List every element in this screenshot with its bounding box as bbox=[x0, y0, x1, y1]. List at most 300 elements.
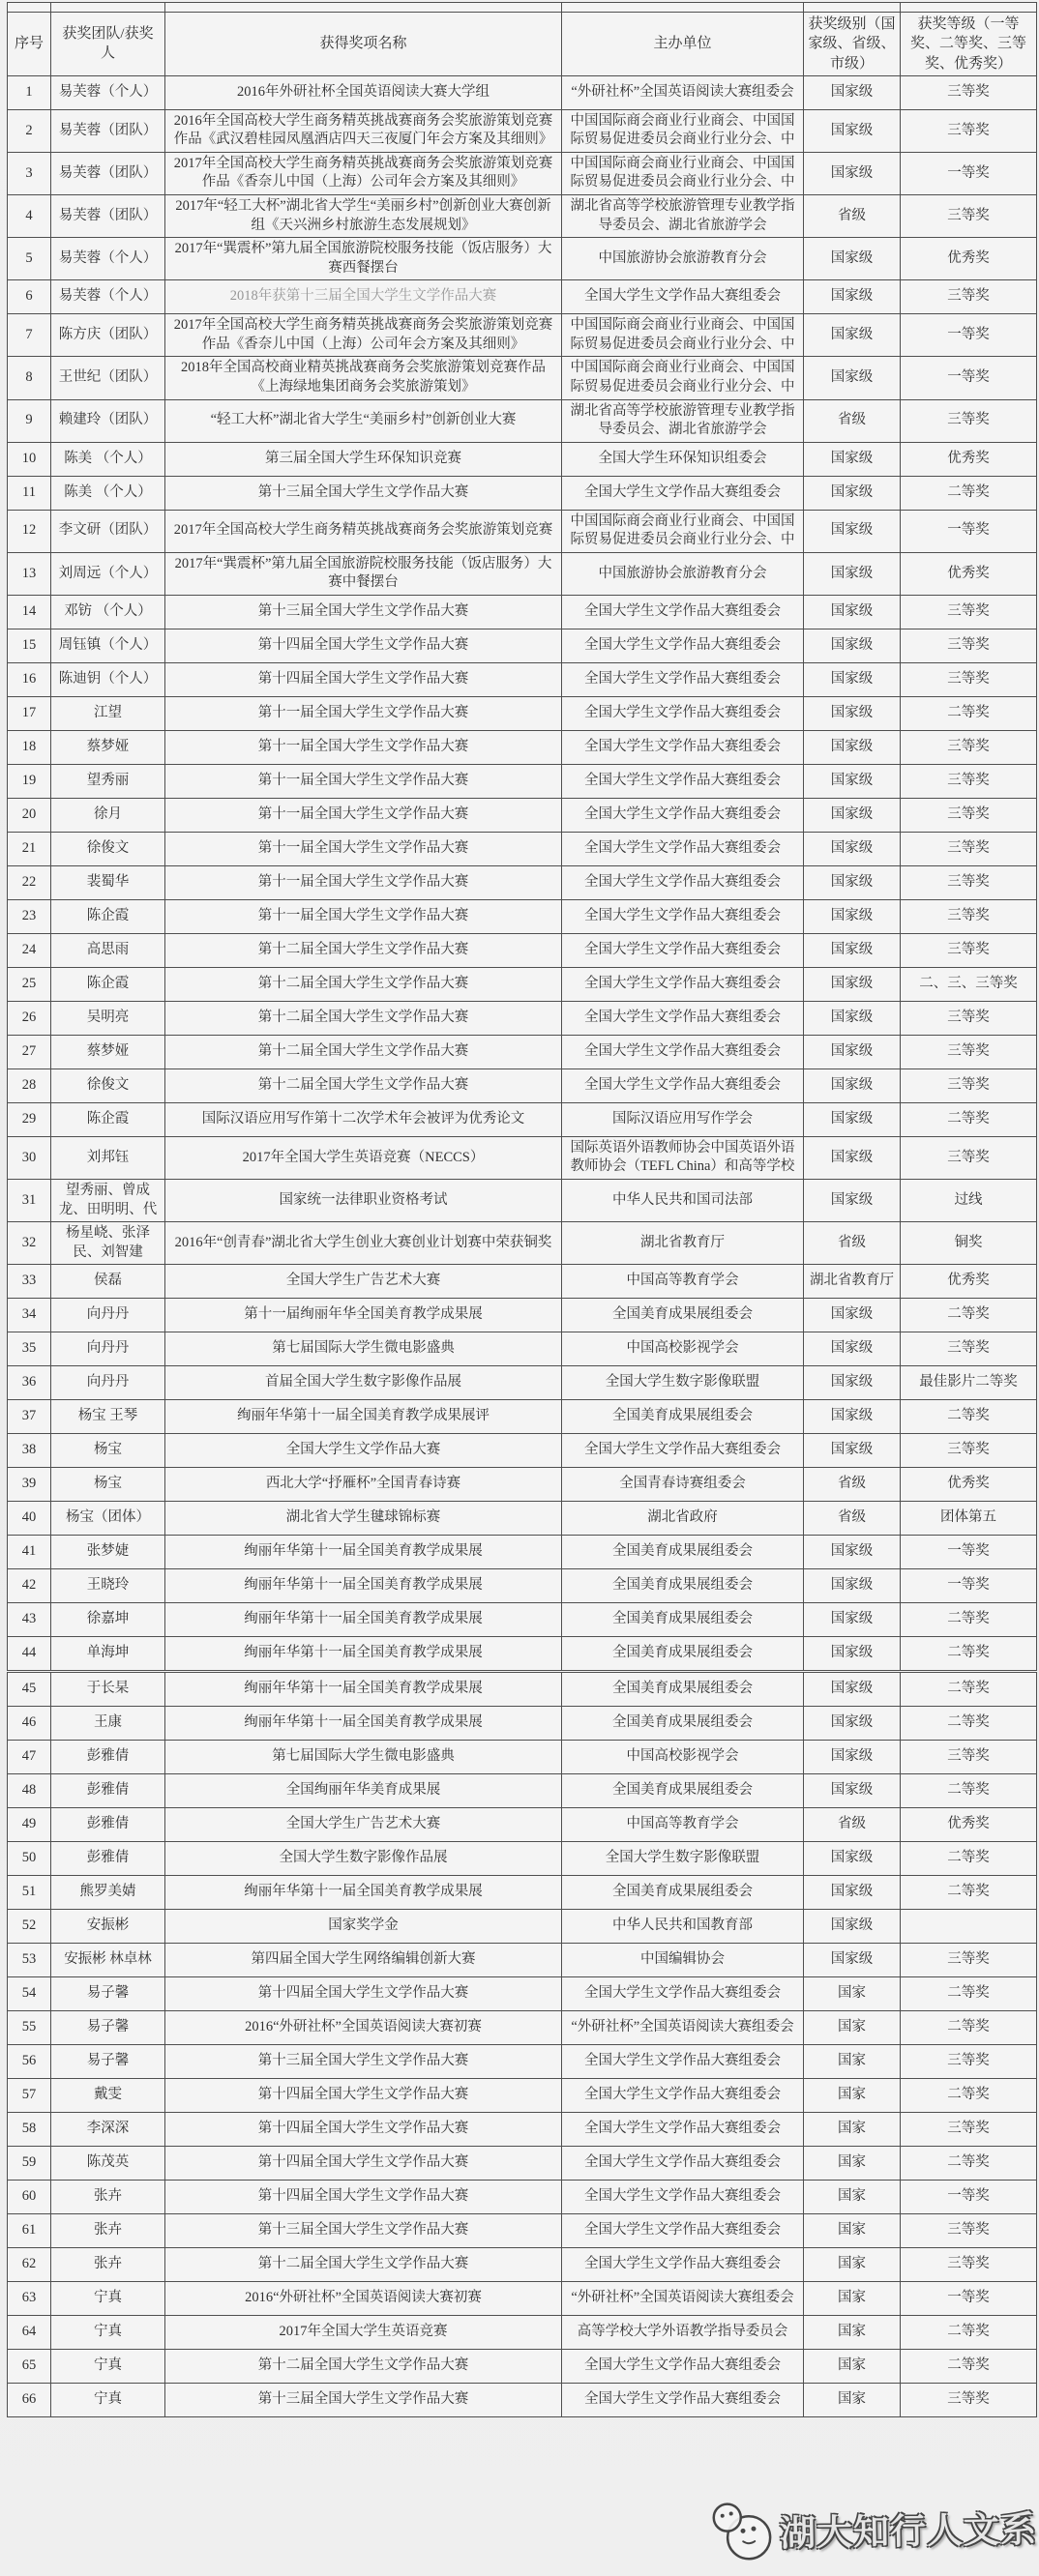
cell-award: 全国大学生广告艺术大赛 bbox=[165, 1808, 562, 1842]
cell-no: 56 bbox=[8, 2045, 51, 2079]
cell-grade: 二等奖 bbox=[901, 1102, 1037, 1136]
cell-org: 全国美育成果展组委会 bbox=[562, 1707, 804, 1741]
cell-level: 国家 bbox=[804, 1977, 901, 2011]
watermark bbox=[705, 2496, 1037, 2561]
table-row bbox=[8, 314, 1037, 357]
cell-winner: 戴雯 bbox=[51, 2079, 165, 2113]
cell-winner: 陈茂英 bbox=[51, 2147, 165, 2181]
cell-org: 国际汉语应用写作学会 bbox=[562, 1102, 804, 1136]
cell-no: 38 bbox=[8, 1434, 51, 1468]
cell-grade: 三等奖 bbox=[901, 1332, 1037, 1366]
cell-grade: 一等奖 bbox=[901, 314, 1037, 357]
cell-org: “外研社杯”全国英语阅读大赛组委会 bbox=[562, 2282, 804, 2316]
header-col-org: 主办单位 bbox=[562, 13, 804, 76]
cell-level: 国家 bbox=[804, 2384, 901, 2417]
cell-winner: 蔡梦娅 bbox=[51, 1035, 165, 1068]
cell-level: 国家 bbox=[804, 2214, 901, 2248]
cell-org: 全国美育成果展组委会 bbox=[562, 1876, 804, 1910]
cell-level: 国家级 bbox=[804, 1910, 901, 1944]
cell-no: 7 bbox=[8, 314, 51, 357]
cell-winner: 张卉 bbox=[51, 2214, 165, 2248]
cell-award: 第十一届全国大学生文学作品大赛 bbox=[165, 764, 562, 798]
cell-winner: 易芙蓉（团队） bbox=[51, 152, 165, 194]
cell-winner: 望秀丽 bbox=[51, 764, 165, 798]
cell-winner: 彭雅倩 bbox=[51, 1741, 165, 1774]
cell-grade: 优秀奖 bbox=[901, 1265, 1037, 1299]
spacer-cell bbox=[8, 3, 51, 13]
table-row bbox=[8, 2214, 1037, 2248]
cell-winner: 王晓玲 bbox=[51, 1569, 165, 1603]
cell-grade: 三等奖 bbox=[901, 399, 1037, 442]
cell-winner: 江望 bbox=[51, 696, 165, 730]
cell-winner: 易子馨 bbox=[51, 1977, 165, 2011]
table-row bbox=[8, 1977, 1037, 2011]
cell-level: 省级 bbox=[804, 1222, 901, 1265]
cell-level: 国家级 bbox=[804, 595, 901, 629]
cell-award: 2018年全国高校商业精英挑战赛商务会奖旅游策划竞赛作品《上海绿地集团商务会奖旅游策划》 bbox=[165, 357, 562, 399]
cell-org: 全国大学生环保知识组委会 bbox=[562, 442, 804, 476]
cell-winner: 向丹丹 bbox=[51, 1332, 165, 1366]
cell-winner: 向丹丹 bbox=[51, 1299, 165, 1332]
cell-no: 16 bbox=[8, 662, 51, 696]
cell-award: 第十四届全国大学生文学作品大赛 bbox=[165, 662, 562, 696]
table-row bbox=[8, 1502, 1037, 1536]
cell-winner: 杨星峣、张泽民、刘智建 bbox=[51, 1222, 165, 1265]
table-row bbox=[8, 1741, 1037, 1774]
cell-winner: 向丹丹 bbox=[51, 1366, 165, 1400]
cell-award: 2017年“巽震杯”第九届全国旅游院校服务技能（饭店服务）大赛中餐摆台 bbox=[165, 552, 562, 595]
table-row bbox=[8, 1035, 1037, 1068]
table-row bbox=[8, 1569, 1037, 1603]
cell-level: 国家级 bbox=[804, 238, 901, 280]
table-row bbox=[8, 865, 1037, 899]
cell-award: 2016年“创青春”湖北省大学生创业大赛创业计划赛中荣获铜奖 bbox=[165, 1222, 562, 1265]
cell-winner: 王康 bbox=[51, 1707, 165, 1741]
cell-no: 1 bbox=[8, 75, 51, 109]
cell-award: 第七届国际大学生微电影盛典 bbox=[165, 1741, 562, 1774]
table-row bbox=[8, 1468, 1037, 1502]
cell-no: 12 bbox=[8, 510, 51, 552]
cell-no: 6 bbox=[8, 280, 51, 314]
table-row bbox=[8, 1068, 1037, 1102]
cell-org: 中国编辑协会 bbox=[562, 1944, 804, 1977]
cell-level: 省级 bbox=[804, 1468, 901, 1502]
cell-grade: 二等奖 bbox=[901, 1637, 1037, 1672]
cell-winner: 陈企霞 bbox=[51, 899, 165, 933]
cell-no: 63 bbox=[8, 2282, 51, 2316]
cell-org: 中国国际商会商业行业商会、中国国际贸易促进委员会商业行业分会、中 bbox=[562, 510, 804, 552]
cell-winner: 易芙蓉（团队） bbox=[51, 109, 165, 152]
cell-award: 第十二届全国大学生文学作品大赛 bbox=[165, 1035, 562, 1068]
cell-grade bbox=[901, 1910, 1037, 1944]
cell-award: 国际汉语应用写作第十二次学术年会被评为优秀论文 bbox=[165, 1102, 562, 1136]
table-row bbox=[8, 798, 1037, 832]
cell-grade: 二等奖 bbox=[901, 1876, 1037, 1910]
cell-winner: 张梦婕 bbox=[51, 1536, 165, 1569]
cell-award: 第四届全国大学生网络编辑创新大赛 bbox=[165, 1944, 562, 1977]
spacer-cell bbox=[804, 3, 901, 13]
cell-grade: 二等奖 bbox=[901, 1672, 1037, 1707]
cell-winner: 彭雅倩 bbox=[51, 1808, 165, 1842]
table-row bbox=[8, 1366, 1037, 1400]
table-row bbox=[8, 2113, 1037, 2147]
cell-winner: 徐俊文 bbox=[51, 1068, 165, 1102]
cell-level: 国家级 bbox=[804, 730, 901, 764]
cell-no: 31 bbox=[8, 1180, 51, 1222]
cell-org: 中国高等教育学会 bbox=[562, 1808, 804, 1842]
cell-org: 中国旅游协会旅游教育分会 bbox=[562, 552, 804, 595]
table-row bbox=[8, 510, 1037, 552]
cell-level: 国家级 bbox=[804, 1332, 901, 1366]
cell-winner: 邓钫 （个人） bbox=[51, 595, 165, 629]
cell-no: 14 bbox=[8, 595, 51, 629]
cell-no: 5 bbox=[8, 238, 51, 280]
cell-award: 国家统一法律职业资格考试 bbox=[165, 1180, 562, 1222]
cell-grade: 三等奖 bbox=[901, 764, 1037, 798]
cell-winner: 易芙蓉（团队） bbox=[51, 195, 165, 238]
spacer-cell bbox=[901, 3, 1037, 13]
cell-grade: 二等奖 bbox=[901, 2147, 1037, 2181]
cell-grade: 三等奖 bbox=[901, 1001, 1037, 1035]
cell-level: 国家级 bbox=[804, 357, 901, 399]
cell-award: 绚丽年华第十一届全国美育教学成果展 bbox=[165, 1637, 562, 1672]
header-col-grade: 获奖等级（一等奖、二等奖、三等奖、优秀奖） bbox=[901, 13, 1037, 76]
cell-grade: 三等奖 bbox=[901, 1035, 1037, 1068]
cell-org: 全国大学生文学作品大赛组委会 bbox=[562, 1001, 804, 1035]
cell-level: 国家级 bbox=[804, 1068, 901, 1102]
cell-award: 第十一届全国大学生文学作品大赛 bbox=[165, 832, 562, 865]
cell-org: 全国大学生文学作品大赛组委会 bbox=[562, 1035, 804, 1068]
cell-level: 国家级 bbox=[804, 1842, 901, 1876]
cell-org: 全国大学生文学作品大赛组委会 bbox=[562, 2045, 804, 2079]
table-row bbox=[8, 696, 1037, 730]
cell-level: 国家级 bbox=[804, 1944, 901, 1977]
cell-winner: 李深深 bbox=[51, 2113, 165, 2147]
table-row bbox=[8, 1001, 1037, 1035]
cell-org: 全国美育成果展组委会 bbox=[562, 1637, 804, 1672]
cell-org: 湖北省高等学校旅游管理专业教学指导委员会、湖北省旅游学会 bbox=[562, 399, 804, 442]
table-row bbox=[8, 1180, 1037, 1222]
cell-award: 第十四届全国大学生文学作品大赛 bbox=[165, 2181, 562, 2214]
cell-level: 国家级 bbox=[804, 696, 901, 730]
cell-winner: 徐嘉坤 bbox=[51, 1603, 165, 1637]
spacer-cell bbox=[51, 3, 165, 13]
cell-grade: 一等奖 bbox=[901, 1569, 1037, 1603]
cell-grade: 铜奖 bbox=[901, 1222, 1037, 1265]
cell-winner: 刘周远（个人） bbox=[51, 552, 165, 595]
cell-award: 首届全国大学生数字影像作品展 bbox=[165, 1366, 562, 1400]
cell-grade: 二等奖 bbox=[901, 2079, 1037, 2113]
table-row bbox=[8, 2316, 1037, 2350]
table-row bbox=[8, 195, 1037, 238]
cell-award: 第十一届全国大学生文学作品大赛 bbox=[165, 696, 562, 730]
cell-grade: 一等奖 bbox=[901, 2282, 1037, 2316]
cell-award: 第十四届全国大学生文学作品大赛 bbox=[165, 1977, 562, 2011]
cell-org: 中国高校影视学会 bbox=[562, 1332, 804, 1366]
cell-grade: 三等奖 bbox=[901, 1944, 1037, 1977]
cell-winner: 易芙蓉（个人） bbox=[51, 280, 165, 314]
cell-level: 省级 bbox=[804, 1502, 901, 1536]
cell-level: 国家级 bbox=[804, 1707, 901, 1741]
cell-org: 全国大学生文学作品大赛组委会 bbox=[562, 2248, 804, 2282]
face-circles-logo-icon bbox=[705, 2501, 778, 2561]
cell-level: 国家级 bbox=[804, 1603, 901, 1637]
cell-level: 国家级 bbox=[804, 552, 901, 595]
cell-org: 中国国际商会商业行业商会、中国国际贸易促进委员会商业行业分会、中 bbox=[562, 314, 804, 357]
award-table bbox=[7, 2, 1037, 2417]
cell-org: 全国大学生文学作品大赛组委会 bbox=[562, 2384, 804, 2417]
cell-no: 37 bbox=[8, 1400, 51, 1434]
cell-winner: 陈方庆（团队） bbox=[51, 314, 165, 357]
cell-org: 全国大学生文学作品大赛组委会 bbox=[562, 662, 804, 696]
cell-level: 国家 bbox=[804, 2248, 901, 2282]
cell-org: 中华人民共和国教育部 bbox=[562, 1910, 804, 1944]
table-row bbox=[8, 629, 1037, 662]
table-row bbox=[8, 399, 1037, 442]
header-col-winner: 获奖团队/获奖人 bbox=[51, 13, 165, 76]
cell-org: 全国大学生文学作品大赛组委会 bbox=[562, 629, 804, 662]
cell-winner: 易子馨 bbox=[51, 2045, 165, 2079]
cell-grade: 三等奖 bbox=[901, 280, 1037, 314]
cell-no: 18 bbox=[8, 730, 51, 764]
table-row bbox=[8, 1876, 1037, 1910]
cell-winner: 陈企霞 bbox=[51, 1102, 165, 1136]
cell-winner: 王世纪（团队） bbox=[51, 357, 165, 399]
cell-level: 国家级 bbox=[804, 1876, 901, 1910]
cell-no: 42 bbox=[8, 1569, 51, 1603]
cell-no: 60 bbox=[8, 2181, 51, 2214]
cell-award: 第十三届全国大学生文学作品大赛 bbox=[165, 595, 562, 629]
table-row bbox=[8, 1944, 1037, 1977]
cell-award: 第十四届全国大学生文学作品大赛 bbox=[165, 2079, 562, 2113]
cell-no: 11 bbox=[8, 476, 51, 510]
cell-award: 第十一届绚丽年华全国美育教学成果展 bbox=[165, 1299, 562, 1332]
cell-winner: 侯磊 bbox=[51, 1265, 165, 1299]
cell-no: 32 bbox=[8, 1222, 51, 1265]
cell-award: 绚丽年华第十一届全国美育教学成果展评 bbox=[165, 1400, 562, 1434]
cell-award: 第十二届全国大学生文学作品大赛 bbox=[165, 2248, 562, 2282]
cell-grade: 二等奖 bbox=[901, 476, 1037, 510]
cell-level: 国家级 bbox=[804, 1434, 901, 1468]
cell-winner: 裴蜀华 bbox=[51, 865, 165, 899]
cell-no: 25 bbox=[8, 967, 51, 1001]
cell-org: 全国大学生文学作品大赛组委会 bbox=[562, 865, 804, 899]
cell-winner: 易芙蓉（个人） bbox=[51, 238, 165, 280]
cell-award: 第十三届全国大学生文学作品大赛 bbox=[165, 476, 562, 510]
cell-level: 国家级 bbox=[804, 1741, 901, 1774]
cell-no: 48 bbox=[8, 1774, 51, 1808]
cell-no: 66 bbox=[8, 2384, 51, 2417]
table-row bbox=[8, 967, 1037, 1001]
cell-award: 绚丽年华第十一届全国美育教学成果展 bbox=[165, 1707, 562, 1741]
cell-level: 国家级 bbox=[804, 75, 901, 109]
cell-level: 国家级 bbox=[804, 1400, 901, 1434]
cell-no: 26 bbox=[8, 1001, 51, 1035]
award-table-body bbox=[8, 75, 1037, 2417]
cell-no: 65 bbox=[8, 2350, 51, 2384]
cell-no: 40 bbox=[8, 1502, 51, 1536]
cell-award: 第十三届全国大学生文学作品大赛 bbox=[165, 2214, 562, 2248]
cell-winner: 望秀丽、曾成龙、田明明、代 bbox=[51, 1180, 165, 1222]
table-row bbox=[8, 595, 1037, 629]
cell-award: 2017年全国大学生英语竞赛 bbox=[165, 2316, 562, 2350]
table-row bbox=[8, 1910, 1037, 1944]
cell-award: 第十二届全国大学生文学作品大赛 bbox=[165, 967, 562, 1001]
cell-level: 国家 bbox=[804, 2147, 901, 2181]
cell-grade: 二、三、三等奖 bbox=[901, 967, 1037, 1001]
cell-level: 国家 bbox=[804, 2079, 901, 2113]
cell-level: 国家 bbox=[804, 2350, 901, 2384]
cell-level: 国家级 bbox=[804, 1569, 901, 1603]
cell-grade: 三等奖 bbox=[901, 595, 1037, 629]
table-row bbox=[8, 1434, 1037, 1468]
cell-no: 8 bbox=[8, 357, 51, 399]
cell-org: 全国大学生文学作品大赛组委会 bbox=[562, 730, 804, 764]
cell-level: 国家级 bbox=[804, 280, 901, 314]
cell-org: 全国大学生数字影像联盟 bbox=[562, 1366, 804, 1400]
cell-no: 61 bbox=[8, 2214, 51, 2248]
cell-award: 第十三届全国大学生文学作品大赛 bbox=[165, 2045, 562, 2079]
cell-no: 50 bbox=[8, 1842, 51, 1876]
table-row bbox=[8, 933, 1037, 967]
table-row bbox=[8, 2011, 1037, 2045]
cell-org: 全国大学生文学作品大赛组委会 bbox=[562, 899, 804, 933]
table-row bbox=[8, 730, 1037, 764]
cell-winner: 杨宝 王琴 bbox=[51, 1400, 165, 1434]
cell-award: 绚丽年华第十一届全国美育教学成果展 bbox=[165, 1672, 562, 1707]
cell-award: 国家奖学金 bbox=[165, 1910, 562, 1944]
table-row bbox=[8, 1400, 1037, 1434]
table-row bbox=[8, 2282, 1037, 2316]
cell-grade: 优秀奖 bbox=[901, 552, 1037, 595]
table-row bbox=[8, 280, 1037, 314]
table-row bbox=[8, 2384, 1037, 2417]
cell-grade: 三等奖 bbox=[901, 899, 1037, 933]
cell-grade: 三等奖 bbox=[901, 2214, 1037, 2248]
cell-org: 中国旅游协会旅游教育分会 bbox=[562, 238, 804, 280]
cell-grade: 三等奖 bbox=[901, 933, 1037, 967]
cell-level: 国家级 bbox=[804, 933, 901, 967]
cell-award: 2017年全国大学生英语竞赛（NECCS） bbox=[165, 1136, 562, 1179]
cell-winner: 赖建玲（团队） bbox=[51, 399, 165, 442]
cell-award: 2016“外研社杯”全国英语阅读大赛初赛 bbox=[165, 2282, 562, 2316]
cell-no: 43 bbox=[8, 1603, 51, 1637]
cell-award: 湖北省大学生毽球锦标赛 bbox=[165, 1502, 562, 1536]
table-row bbox=[8, 1536, 1037, 1569]
cell-org: 湖北省教育厅 bbox=[562, 1222, 804, 1265]
cell-grade: 最佳影片二等奖 bbox=[901, 1366, 1037, 1400]
cell-award: 第十四届全国大学生文学作品大赛 bbox=[165, 2113, 562, 2147]
cell-award: 绚丽年华第十一届全国美育教学成果展 bbox=[165, 1569, 562, 1603]
cell-winner: 于长杲 bbox=[51, 1672, 165, 1707]
cell-level: 国家 bbox=[804, 2316, 901, 2350]
cell-award: 2017年“轻工大杯”湖北省大学生“美丽乡村”创新创业大赛创新组《天兴洲乡村旅游生态发展规划》 bbox=[165, 195, 562, 238]
cell-no: 59 bbox=[8, 2147, 51, 2181]
header-col-award: 获得奖项名称 bbox=[165, 13, 562, 76]
cell-no: 35 bbox=[8, 1332, 51, 1366]
cell-no: 15 bbox=[8, 629, 51, 662]
cell-winner: 刘邦钰 bbox=[51, 1136, 165, 1179]
cell-org: 全国大学生文学作品大赛组委会 bbox=[562, 595, 804, 629]
cell-level: 国家级 bbox=[804, 1536, 901, 1569]
cell-award: 第十三届全国大学生文学作品大赛 bbox=[165, 2384, 562, 2417]
cell-org: 中国高等教育学会 bbox=[562, 1265, 804, 1299]
cell-no: 29 bbox=[8, 1102, 51, 1136]
cell-no: 58 bbox=[8, 2113, 51, 2147]
cell-award: 2017年全国高校大学生商务精英挑战赛商务会奖旅游策划竞赛作品《香奈儿中国（上海）公司年会方案及其细则》 bbox=[165, 152, 562, 194]
cell-level: 国家级 bbox=[804, 109, 901, 152]
cell-grade: 三等奖 bbox=[901, 662, 1037, 696]
cell-grade: 二等奖 bbox=[901, 1400, 1037, 1434]
cell-no: 19 bbox=[8, 764, 51, 798]
cell-winner: 张卉 bbox=[51, 2248, 165, 2282]
table-row bbox=[8, 1707, 1037, 1741]
cell-level: 国家 bbox=[804, 2282, 901, 2316]
cell-org: 全国青春诗赛组委会 bbox=[562, 1468, 804, 1502]
cell-winner: 周钰镇（个人） bbox=[51, 629, 165, 662]
table-row bbox=[8, 2181, 1037, 2214]
cell-winner: 高思雨 bbox=[51, 933, 165, 967]
cell-award: 全国大学生文学作品大赛 bbox=[165, 1434, 562, 1468]
cell-level: 国家级 bbox=[804, 1774, 901, 1808]
cell-winner: 杨宝 bbox=[51, 1468, 165, 1502]
cell-level: 国家级 bbox=[804, 1180, 901, 1222]
cell-grade: 三等奖 bbox=[901, 195, 1037, 238]
cell-award: 第十二届全国大学生文学作品大赛 bbox=[165, 1001, 562, 1035]
cell-level: 国家级 bbox=[804, 314, 901, 357]
spacer-cell bbox=[562, 3, 804, 13]
cell-no: 33 bbox=[8, 1265, 51, 1299]
cell-no: 24 bbox=[8, 933, 51, 967]
cell-award: 第七届国际大学生微电影盛典 bbox=[165, 1332, 562, 1366]
cell-level: 国家级 bbox=[804, 1637, 901, 1672]
cell-org: 全国大学生文学作品大赛组委会 bbox=[562, 280, 804, 314]
cell-level: 国家级 bbox=[804, 1136, 901, 1179]
cell-winner: 安振彬 bbox=[51, 1910, 165, 1944]
cell-grade: 一等奖 bbox=[901, 152, 1037, 194]
cell-no: 54 bbox=[8, 1977, 51, 2011]
cell-no: 21 bbox=[8, 832, 51, 865]
cell-grade: 三等奖 bbox=[901, 2045, 1037, 2079]
table-row bbox=[8, 1265, 1037, 1299]
cell-no: 27 bbox=[8, 1035, 51, 1068]
header-col-level: 获奖级别（国家级、省级、市级） bbox=[804, 13, 901, 76]
cell-award: 第十二届全国大学生文学作品大赛 bbox=[165, 1068, 562, 1102]
cell-level: 国家级 bbox=[804, 662, 901, 696]
table-row bbox=[8, 2045, 1037, 2079]
cell-grade: 二等奖 bbox=[901, 1707, 1037, 1741]
table-row bbox=[8, 1102, 1037, 1136]
cell-award: 第十一届全国大学生文学作品大赛 bbox=[165, 865, 562, 899]
cell-level: 湖北省教育厅 bbox=[804, 1265, 901, 1299]
table-row bbox=[8, 1136, 1037, 1179]
cell-no: 51 bbox=[8, 1876, 51, 1910]
table-row bbox=[8, 552, 1037, 595]
cell-grade: 优秀奖 bbox=[901, 238, 1037, 280]
cell-level: 国家级 bbox=[804, 967, 901, 1001]
cell-level: 省级 bbox=[804, 1808, 901, 1842]
cell-grade: 二等奖 bbox=[901, 1842, 1037, 1876]
cell-no: 46 bbox=[8, 1707, 51, 1741]
cell-level: 国家级 bbox=[804, 1672, 901, 1707]
cell-grade: 一等奖 bbox=[901, 1536, 1037, 1569]
table-row bbox=[8, 1299, 1037, 1332]
cell-org: 湖北省政府 bbox=[562, 1502, 804, 1536]
cell-level: 国家级 bbox=[804, 1102, 901, 1136]
cell-grade: 一等奖 bbox=[901, 357, 1037, 399]
cell-org: 全国美育成果展组委会 bbox=[562, 1299, 804, 1332]
cell-grade: 一等奖 bbox=[901, 510, 1037, 552]
